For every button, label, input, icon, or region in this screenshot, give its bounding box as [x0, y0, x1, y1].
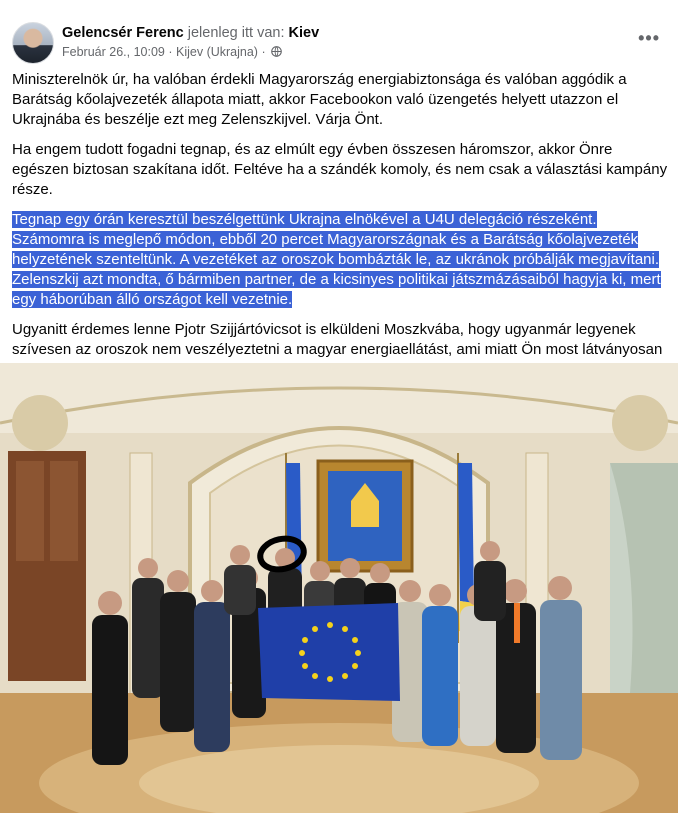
meta-separator: ·: [168, 45, 173, 59]
more-options-icon[interactable]: •••: [638, 28, 660, 48]
author-line: [62, 24, 319, 42]
paragraph-4: Ugyanitt érdemes lenne Pjotr Szijjártóvicsot is elküldeni Moszkvába, hogy ugyanmár legyenek szívesen az oroszok nem veszélyeztetni a magyar energiaellátást, ami miatt Ön most látványosan: [12, 321, 663, 358]
presence-text: jelenleg itt van:: [187, 25, 285, 41]
author-name[interactable]: Gelencsér Ferenc: [62, 25, 184, 41]
post-date[interactable]: Február 26., 10:09: [62, 45, 165, 59]
group-photo-illustration: [0, 363, 678, 813]
paragraph-1: Miniszterelnök úr, ha valóban érdekli Magyarország energiabiztonsága és valóban aggódik a Barátság kőolajvezeték állapota miatt, akkor Facebookon való üzengetés helyett utazzon el Ukrajnába és beszélje ezt meg Zelenszkijvel. Várja Önt.: [12, 71, 627, 128]
eu-flag: [258, 603, 400, 701]
location-link[interactable]: Kiev: [288, 25, 320, 41]
paragraph-3-highlighted: [12, 210, 672, 310]
post-body: [12, 70, 672, 390]
post-place[interactable]: Kijev (Ukrajna): [176, 45, 258, 59]
paragraph-2: Ha engem tudott fogadni tegnap, és az elmúlt egy évben összesen háromszor, akkor Önre egészen biztosan szakítana időt. Feltéve ha a szándék komoly, és nem csak a választási kampány része.: [12, 141, 668, 198]
highlighted-text: Tegnap egy órán keresztül beszélgettünk Ukrajna elnökével a U4U delegáció részeként. Számomra is meglepő módon, ebből 20 percet Magyarországnak és a Barátság kőolajvezeték helyzetének szenteltünk. A vezetéket az oroszok bombázták le, az ukránok próbálják megjavítani. Zelenszkij azt mondta, ő bármiben partner, de a kicsinyes politikai játszmázásaiból hagyja ki, mert egy háborúban álló országot kell vezetnie.: [12, 211, 661, 308]
meta-separator-2: ·: [261, 45, 266, 59]
post-header: [12, 20, 666, 64]
globe-icon[interactable]: [271, 46, 282, 57]
post-meta: [62, 44, 282, 60]
post-photo[interactable]: [0, 363, 678, 813]
author-avatar[interactable]: [12, 22, 54, 64]
